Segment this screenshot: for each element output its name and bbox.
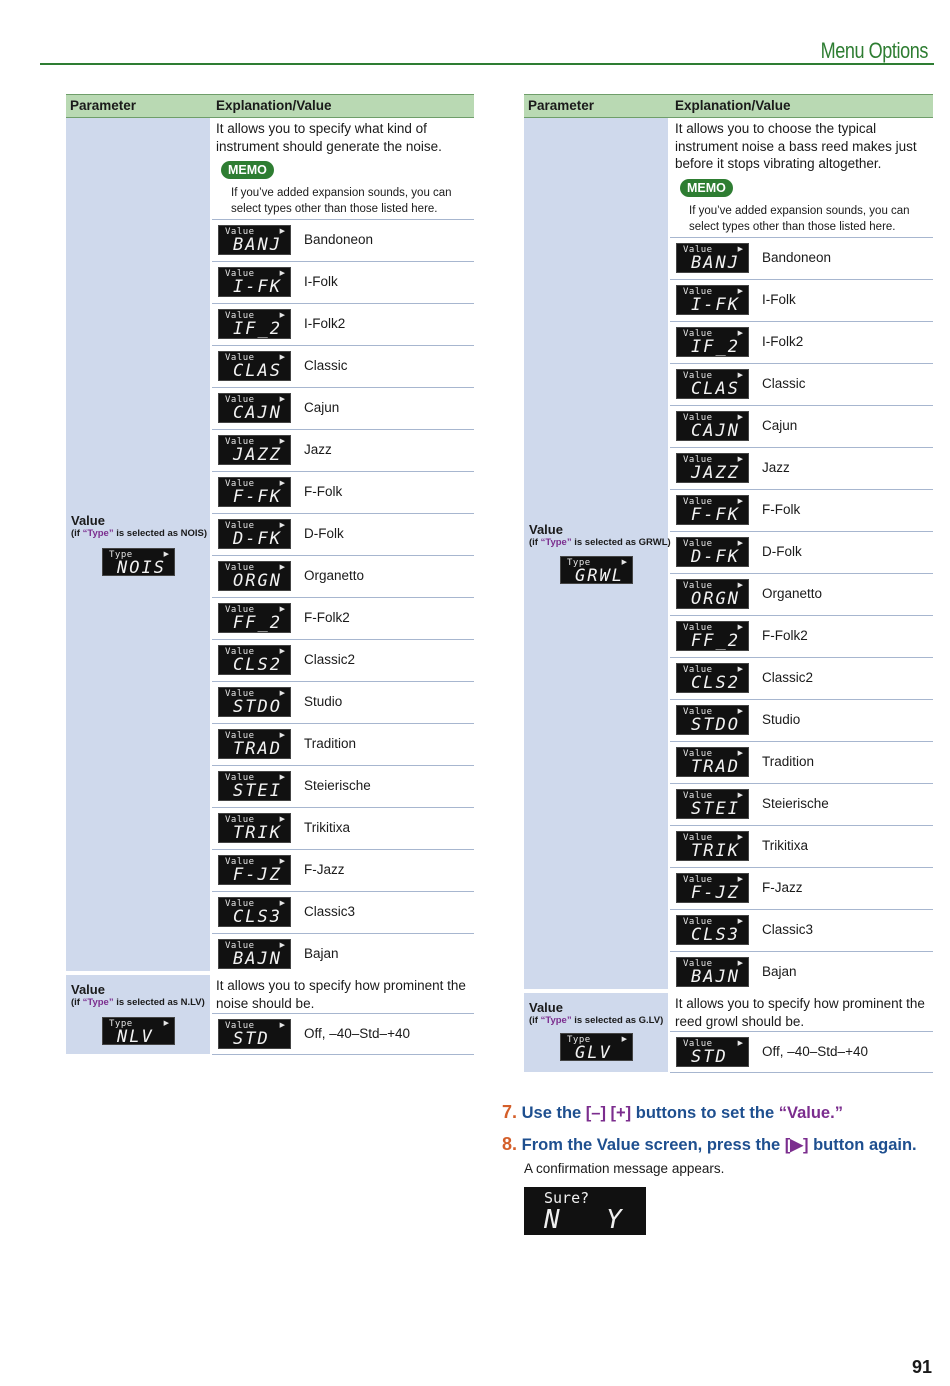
value-name: Classic3 [762, 922, 814, 937]
value-row [670, 825, 933, 867]
col-explanation: Explanation/Value [216, 98, 332, 113]
value-row [670, 405, 933, 447]
confirmation-note: A confirmation message appears. [524, 1161, 725, 1176]
row-end [670, 1072, 933, 1073]
value-row [212, 387, 474, 429]
memo-badge: MEMO [221, 161, 274, 179]
value-lcd: Value ▶ CLS2 [676, 663, 749, 693]
col-parameter: Parameter [70, 98, 137, 113]
value-row [212, 681, 474, 723]
value-lcd: Value ▶ F-JZ [218, 855, 291, 885]
value-row [212, 555, 474, 597]
value-name: F-Folk2 [304, 610, 350, 625]
value-row [670, 531, 933, 573]
value-lcd: Value ▶ F-FK [218, 477, 291, 507]
value-lcd: Value ▶ CAJN [676, 411, 749, 441]
value-row [212, 639, 474, 681]
value-row [212, 303, 474, 345]
col-explanation: Explanation/Value [675, 98, 791, 113]
page-number: 91 [911, 1357, 932, 1377]
value-lcd: Value ▶ TRIK [676, 831, 749, 861]
value-row [212, 807, 474, 849]
value-lcd: Value ▶ I-FK [218, 267, 291, 297]
value-name: Organetto [304, 568, 365, 583]
level-row [670, 1031, 933, 1073]
type-lcd: Type ▶ GRWL [560, 556, 633, 584]
value-name: Trikitixa [304, 820, 350, 835]
value-lcd: Value ▶ JAZZ [218, 435, 291, 465]
value-lcd: Value ▶ CAJN [218, 393, 291, 423]
value-name: Tradition [304, 736, 357, 751]
memo-badge: MEMO [680, 179, 733, 197]
value-name: Bajan [304, 946, 339, 961]
value-name: I-Folk2 [762, 334, 804, 349]
value-row [212, 345, 474, 387]
value-row [212, 849, 474, 891]
value-lcd: Value ▶ D-FK [676, 537, 749, 567]
value-name: Studio [304, 694, 343, 709]
value-row [212, 429, 474, 471]
value-lcd: Value ▶ TRAD [218, 729, 291, 759]
value-row [212, 513, 474, 555]
value-row [212, 723, 474, 765]
explanation-text: It allows you to choose the typical instrument noise a bass reed makes just before it stops vibrating altogether. [675, 121, 917, 171]
table-header [66, 94, 474, 118]
value-row [670, 867, 933, 909]
value-row [670, 573, 933, 615]
param-condition: (if “Type” is selected as GRWL) [529, 537, 671, 548]
value-lcd: Value ▶ STD [218, 1019, 291, 1049]
value-name: I-Folk [762, 292, 796, 307]
value-name: Jazz [304, 442, 332, 457]
value-name: Steierische [762, 796, 829, 811]
value-name: Classic [304, 358, 348, 373]
value-lcd: Value ▶ BANJ [676, 243, 749, 273]
param-condition: (if “Type” is selected as N.LV) [71, 997, 205, 1008]
value-name: F-Jazz [304, 862, 345, 877]
value-row [212, 765, 474, 807]
value-row [670, 741, 933, 783]
value-lcd: Value ▶ CLAS [218, 351, 291, 381]
value-name: Classic2 [304, 652, 356, 667]
value-name: Tradition [762, 754, 815, 769]
value-name: F-Jazz [762, 880, 803, 895]
type-lcd: Type ▶ NOIS [102, 548, 175, 576]
value-row [670, 363, 933, 405]
type-lcd: Type ▶ GLV [560, 1033, 633, 1061]
value-lcd: Value ▶ STDO [218, 687, 291, 717]
value-lcd: Value ▶ IF_2 [676, 327, 749, 357]
value-row [670, 657, 933, 699]
value-name: F-Folk [304, 484, 343, 499]
value-lcd: Value ▶ JAZZ [676, 453, 749, 483]
explanation-text: It allows you to specify what kind of instrument should generate the noise. [216, 121, 442, 154]
value-lcd: Value ▶ F-JZ [676, 873, 749, 903]
table-header [524, 94, 933, 118]
value-row [670, 489, 933, 531]
value-name: D-Folk [762, 544, 802, 559]
value-name: Classic2 [762, 670, 814, 685]
col-parameter: Parameter [528, 98, 595, 113]
section-title: Menu Options [820, 38, 928, 63]
value-lcd: Value ▶ STDO [676, 705, 749, 735]
value-name: Off, –40–Std–+40 [304, 1026, 410, 1041]
value-lcd: Value ▶ BAJN [218, 939, 291, 969]
value-name: Organetto [762, 586, 823, 601]
value-lcd: Value ▶ CLS3 [676, 915, 749, 945]
param-label: Value [529, 1000, 563, 1015]
value-row [670, 909, 933, 951]
value-name: Bandoneon [304, 232, 374, 247]
value-row [670, 237, 933, 279]
value-row [212, 471, 474, 513]
value-row [212, 597, 474, 639]
value-row [212, 261, 474, 303]
value-name: Classic [762, 376, 806, 391]
param-label: Value [71, 513, 105, 528]
value-name: I-Folk [304, 274, 338, 289]
value-name: F-Folk2 [762, 628, 808, 643]
value-lcd: Value ▶ BANJ [218, 225, 291, 255]
param-cell [66, 118, 210, 971]
value-lcd: Value ▶ STEI [218, 771, 291, 801]
param-condition: (if “Type” is selected as NOIS) [71, 528, 208, 539]
value-lcd: Value ▶ ORGN [218, 561, 291, 591]
value-row [670, 321, 933, 363]
value-lcd: Value ▶ FF_2 [218, 603, 291, 633]
value-lcd: Value ▶ STD [676, 1037, 749, 1067]
value-lcd: Value ▶ STEI [676, 789, 749, 819]
explanation-text: It allows you to specify how prominent the reed growl should be. [675, 996, 925, 1029]
param-cell-level [524, 993, 668, 1072]
param-condition: (if “Type” is selected as G.LV) [529, 1015, 664, 1026]
param-cell-level [66, 975, 210, 1054]
value-lcd: Value ▶ FF_2 [676, 621, 749, 651]
value-lcd: Value ▶ CLS2 [218, 645, 291, 675]
value-lcd: Value ▶ BAJN [676, 957, 749, 987]
value-row [670, 447, 933, 489]
value-lcd: Value ▶ TRAD [676, 747, 749, 777]
title-rule [40, 63, 934, 65]
step-8: 8. From the Value screen, press the [▶] button again. [502, 1134, 917, 1154]
value-name: Steierische [304, 778, 371, 793]
param-cell [524, 118, 671, 989]
value-name: Classic3 [304, 904, 356, 919]
value-row [670, 699, 933, 741]
value-name: Studio [762, 712, 801, 727]
value-name: Cajun [762, 418, 798, 433]
confirm-prompt: Sure? [544, 1189, 590, 1207]
memo-text: If you’ve added expansion sounds, you can select types other than those listed here. [231, 187, 452, 215]
value-name: Trikitixa [762, 838, 808, 853]
value-lcd: Value ▶ D-FK [218, 519, 291, 549]
level-row [212, 1013, 474, 1055]
value-row [212, 933, 474, 975]
value-row [212, 891, 474, 933]
value-lcd: Value ▶ CLAS [676, 369, 749, 399]
confirm-no: N [544, 1205, 560, 1235]
confirm-yes: Y [606, 1205, 622, 1235]
value-name: D-Folk [304, 526, 344, 541]
value-name: Off, –40–Std–+40 [762, 1044, 868, 1059]
value-name: Cajun [304, 400, 340, 415]
param-label: Value [71, 982, 105, 997]
value-row [670, 279, 933, 321]
value-lcd: Value ▶ F-FK [676, 495, 749, 525]
type-lcd: Type ▶ NLV [102, 1017, 175, 1045]
value-lcd: Value ▶ TRIK [218, 813, 291, 843]
value-row [670, 951, 933, 993]
confirm-screen [524, 1187, 646, 1235]
value-row [670, 783, 933, 825]
value-name: I-Folk2 [304, 316, 346, 331]
step-7: 7. Use the [–] [+] buttons to set the “Value.” [502, 1102, 843, 1122]
param-label: Value [529, 522, 563, 537]
value-row [670, 615, 933, 657]
value-lcd: Value ▶ ORGN [676, 579, 749, 609]
value-row [212, 219, 474, 261]
value-name: Bandoneon [762, 250, 832, 265]
explanation-text: It allows you to specify how prominent the noise should be. [216, 978, 466, 1011]
memo-text: If you’ve added expansion sounds, you can select types other than those listed here. [689, 205, 910, 233]
value-lcd: Value ▶ IF_2 [218, 309, 291, 339]
value-lcd: Value ▶ CLS3 [218, 897, 291, 927]
value-name: Jazz [762, 460, 790, 475]
row-end [212, 1054, 474, 1055]
value-name: F-Folk [762, 502, 801, 517]
value-lcd: Value ▶ I-FK [676, 285, 749, 315]
value-name: Bajan [762, 964, 797, 979]
